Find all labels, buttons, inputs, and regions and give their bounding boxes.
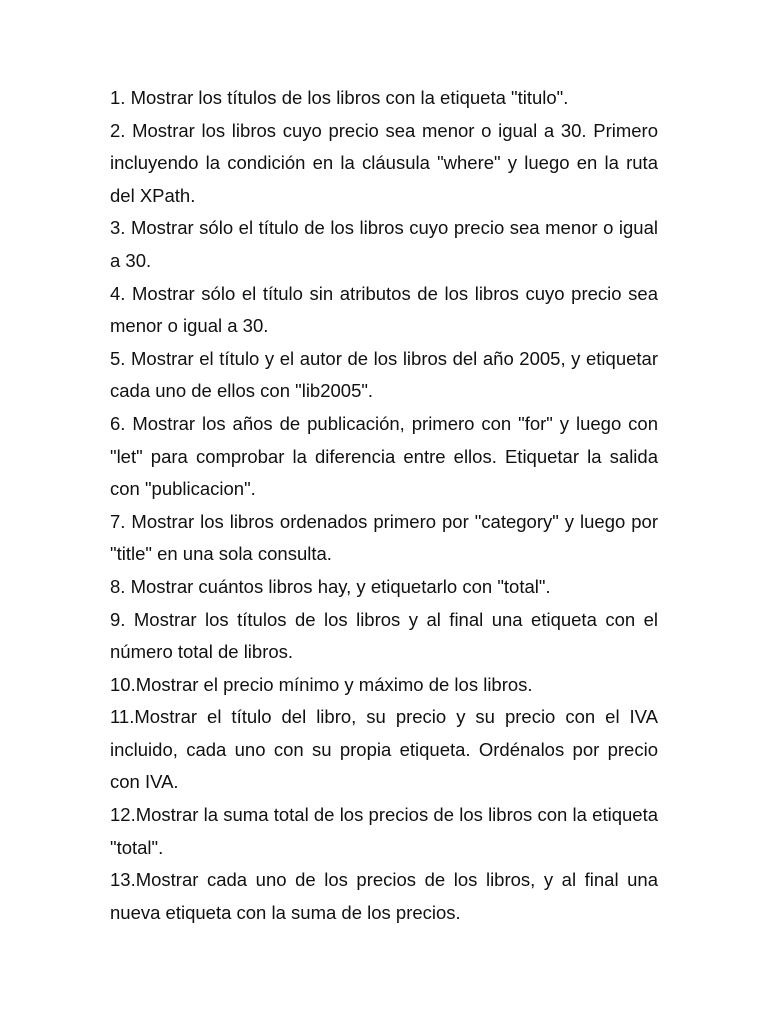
- exercise-item-7: 7. Mostrar los libros ordenados primero por "category" y luego por "title" en una sola consulta.: [110, 510, 658, 565]
- exercise-list: [110, 82, 658, 929]
- exercise-item-2: 2. Mostrar los libros cuyo precio sea menor o igual a 30. Primero incluyendo la condición en la cláusula "where" y luego en la ruta del XPath.: [110, 119, 658, 206]
- exercise-item-1: 1. Mostrar los títulos de los libros con la etiqueta "titulo".: [110, 87, 569, 108]
- exercise-item-13: 13.Mostrar cada uno de los precios de los libros, y al final una nueva etiqueta con la suma de los precios.: [110, 869, 658, 923]
- exercise-item-9: 9. Mostrar los títulos de los libros y al final una etiqueta con el número total de libros.: [110, 608, 658, 663]
- exercise-item-6: 6. Mostrar los años de publicación, primero con "for" y luego con "let" para comprobar la diferencia entre ellos. Etiquetar la salida con "publicacion".: [110, 412, 658, 500]
- exercise-item-4: 4. Mostrar sólo el título sin atributos de los libros cuyo precio sea menor o igual a 30.: [110, 282, 658, 337]
- exercise-item-11: 11.Mostrar el título del libro, su precio y su precio con el IVA incluido, cada uno con su propia etiqueta. Ordénalos por precio con IVA.: [110, 706, 658, 793]
- exercise-item-10: 10.Mostrar el precio mínimo y máximo de los libros.: [110, 673, 533, 695]
- exercise-item-12: 12.Mostrar la suma total de los precios de los libros con la etiqueta "total".: [110, 804, 658, 858]
- exercise-item-8: 8. Mostrar cuántos libros hay, y etiquetarlo con "total".: [110, 575, 551, 597]
- exercise-item-5: 5. Mostrar el título y el autor de los libros del año 2005, y etiquetar cada uno de ellos con "lib2005".: [110, 347, 658, 402]
- exercise-item-3: 3. Mostrar sólo el título de los libros cuyo precio sea menor o igual a 30.: [110, 217, 658, 271]
